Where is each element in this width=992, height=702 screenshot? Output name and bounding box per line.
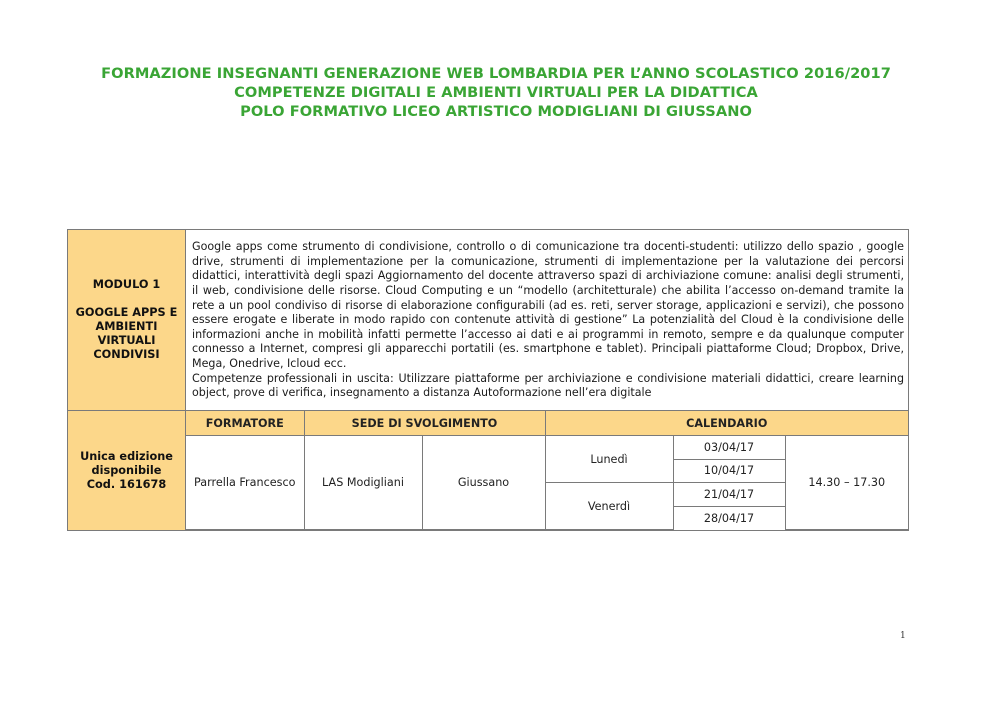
header-calendario: CALENDARIO	[545, 411, 908, 436]
date-cell: 10/04/17	[673, 459, 785, 482]
edition-code: Cod. 161678	[86, 477, 167, 491]
header-sede: SEDE DI SVOLGIMENTO	[304, 411, 545, 436]
module-title-line-2: AMBIENTI VIRTUALI	[95, 320, 158, 347]
title-line-1: FORMAZIONE INSEGNANTI GENERAZIONE WEB LOMBARDIA PER L’ANNO SCOLASTICO 2016/2017	[101, 65, 891, 82]
module-cell	[68, 230, 186, 411]
schedule-cell	[186, 411, 909, 531]
edition-line-1: Unica edizione	[80, 449, 173, 463]
sede-citta: Giussano	[422, 436, 545, 530]
day-label: Lunedì	[545, 436, 673, 483]
edition-cell	[68, 411, 186, 531]
document-title-block	[0, 64, 992, 121]
formatore-name: Parrella Francesco	[186, 436, 304, 530]
day-label: Venerdì	[545, 483, 673, 530]
course-table	[67, 229, 909, 531]
date-cell: 21/04/17	[673, 483, 785, 506]
module-number: MODULO 1	[92, 278, 161, 291]
module-competenze: Competenze professionali in uscita: Utilizzare piattaforme per archiviazione e condivisione materiali didattici, creare learning object, prove di verifica, insegnamento a distanza Autoformazione nell’era digitale	[192, 371, 904, 400]
title-line-3: POLO FORMATIVO LICEO ARTISTICO MODIGLIANI DI GIUSSANO	[240, 103, 752, 120]
header-formatore: FORMATORE	[186, 411, 304, 436]
module-title-line-3: CONDIVISI	[93, 348, 160, 361]
module-title-line-1: GOOGLE APPS E	[75, 306, 178, 319]
date-cell: 03/04/17	[673, 436, 785, 459]
date-cell: 28/04/17	[673, 506, 785, 529]
sede-nome: LAS Modigliani	[304, 436, 422, 530]
module-description-cell	[186, 230, 909, 411]
orario: 14.30 – 17.30	[785, 436, 908, 530]
module-description: Google apps come strumento di condivisione, controllo o di comunicazione tra docenti-studenti: utilizzo dello spazio , google drive, strumenti di implementazione per la comunicazione, strumenti di implementazione per la valutazione dei percorsi didattici, interattività degli spazi Aggiornamento del docente attraverso spazi di archiviazione comune: analisi degli strumenti, il web, condivisione delle risorse. Cloud Computing e un “modello (architetturale) che abilita l’accesso on-demand tramite la rete a un pool condiviso di risorse di elaborazione configurabili (ad es. reti, server storage, applicazioni e servizi), che possono essere erogate e liberate in modo rapido con contenute attività di gestione” La potenzialità del Cloud è la condivisione delle informazioni anche in mobilità infatti permette l’accesso ai dati e ai programmi in remoto, sempre e da qualunque computer connesso a Internet, compresi gli apparecchi portatili (es. smartphone e tablet). Principali piattaforme Cloud; Dropbox, Drive, Mega, Onedrive, Icloud ecc.	[192, 240, 904, 370]
page-number: 1	[900, 631, 906, 641]
title-line-2: COMPETENZE DIGITALI E AMBIENTI VIRTUALI PER LA DIDATTICA	[234, 84, 758, 101]
edition-line-2: disponibile	[91, 463, 162, 477]
schedule-table	[186, 411, 908, 530]
